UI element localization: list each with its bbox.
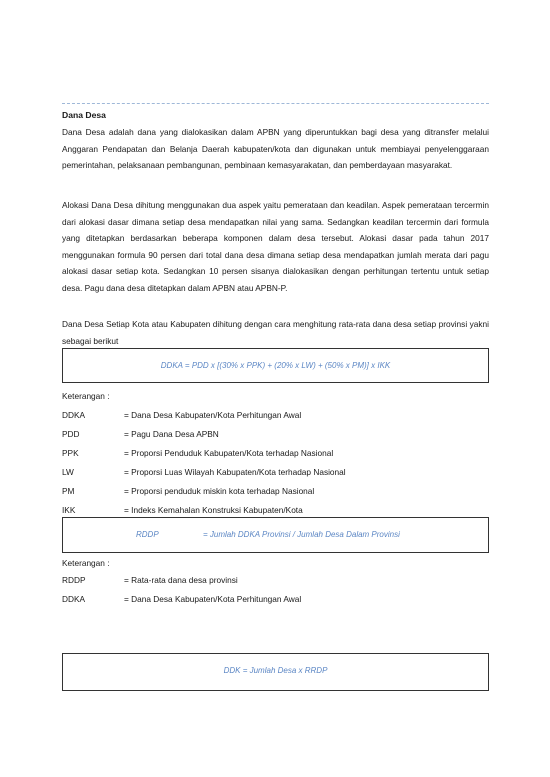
paragraph-allocation: Alokasi Dana Desa dihitung menggunakan dua aspek yaitu pemerataan dan keadilan. Aspek pemerataan tercermin dari alokasi dasar dimana setiap desa mendapatkan nilai yang sama. Sedangkan keadilan tercermin dari formula yang ditetapkan berdasarkan beberapa komponen dalam desa tersebut. Alokasi dasar pada tahun 2017 menggunakan formula 90 persen dari total dana desa dimana setiap desa mendapatkan jumlah merata dari pagu alokasi dasar setiap kota. Sedangkan 10 persen sisanya dialokasikan dengan perhitungan tertentu untuk setiap desa. Pagu dana desa ditetapkan dalam APBN atau APBN-P. xyxy=(62,200,489,293)
paragraph-definition: Dana Desa adalah dana yang dialokasikan dalam APBN yang diperuntukkan bagi desa yang ditransfer melalui Anggaran Pendapatan dan Belanja Daerah kabupaten/kota dan digunakan untuk membiayai penyelenggaraan pemerintahan, pelaksanaan pembangunan, pembinaan kemasyarakatan, dan pemberdayaan masyarakat. xyxy=(62,127,489,171)
formula-rddp-left: RDDP xyxy=(136,530,159,539)
definition-row xyxy=(62,410,489,422)
definition-term: LW xyxy=(62,467,74,477)
definition-term: IKK xyxy=(62,505,76,515)
definition-row xyxy=(62,575,489,587)
definition-term: DDKA xyxy=(62,594,86,604)
formula-ddka: DDKA = PDD x [(30% x PPK) + (20% x LW) + (50% x PM)] x IKK xyxy=(160,361,391,370)
paragraph-method: Dana Desa Setiap Kota atau Kabupaten dihitung dengan cara menghitung rata-rata dana desa setiap provinsi yakni sebagai berikut xyxy=(62,319,489,346)
definition-desc: = Rata-rata dana desa provinsi xyxy=(124,575,238,585)
keterangan-label: Keterangan : xyxy=(62,391,110,401)
definition-term: PPK xyxy=(62,448,79,458)
definition-term: DDKA xyxy=(62,410,86,420)
formula-rddp-right: = Jumlah DDKA Provinsi / Jumlah Desa Dalam Provinsi xyxy=(203,530,400,539)
definition-row xyxy=(62,467,489,479)
definition-desc: = Pagu Dana Desa APBN xyxy=(124,429,219,439)
definition-row xyxy=(62,448,489,460)
definition-row xyxy=(62,429,489,441)
definition-row xyxy=(62,486,489,498)
formula-box-ddka xyxy=(62,348,489,383)
formula-ddk: DDK = Jumlah Desa x RRDP xyxy=(223,666,328,675)
formula-box-rddp xyxy=(62,517,489,553)
header-divider xyxy=(62,103,489,104)
formula-box-ddk xyxy=(62,653,489,691)
definition-desc: = Proporsi Penduduk Kabupaten/Kota terhadap Nasional xyxy=(124,448,334,458)
definition-desc: = Dana Desa Kabupaten/Kota Perhitungan Awal xyxy=(124,410,302,420)
section-title: Dana Desa xyxy=(62,110,106,120)
keterangan-label: Keterangan : xyxy=(62,558,110,568)
definition-desc: = Proporsi penduduk miskin kota terhadap Nasional xyxy=(124,486,315,496)
definition-term: PM xyxy=(62,486,75,496)
definition-row xyxy=(62,594,489,606)
definition-term: PDD xyxy=(62,429,80,439)
definition-desc: = Proporsi Luas Wilayah Kabupaten/Kota terhadap Nasional xyxy=(124,467,346,477)
definition-desc: = Indeks Kemahalan Konstruksi Kabupaten/Kota xyxy=(124,505,303,515)
definition-row xyxy=(62,505,489,517)
definition-desc: = Dana Desa Kabupaten/Kota Perhitungan Awal xyxy=(124,594,302,604)
definition-term: RDDP xyxy=(62,575,86,585)
